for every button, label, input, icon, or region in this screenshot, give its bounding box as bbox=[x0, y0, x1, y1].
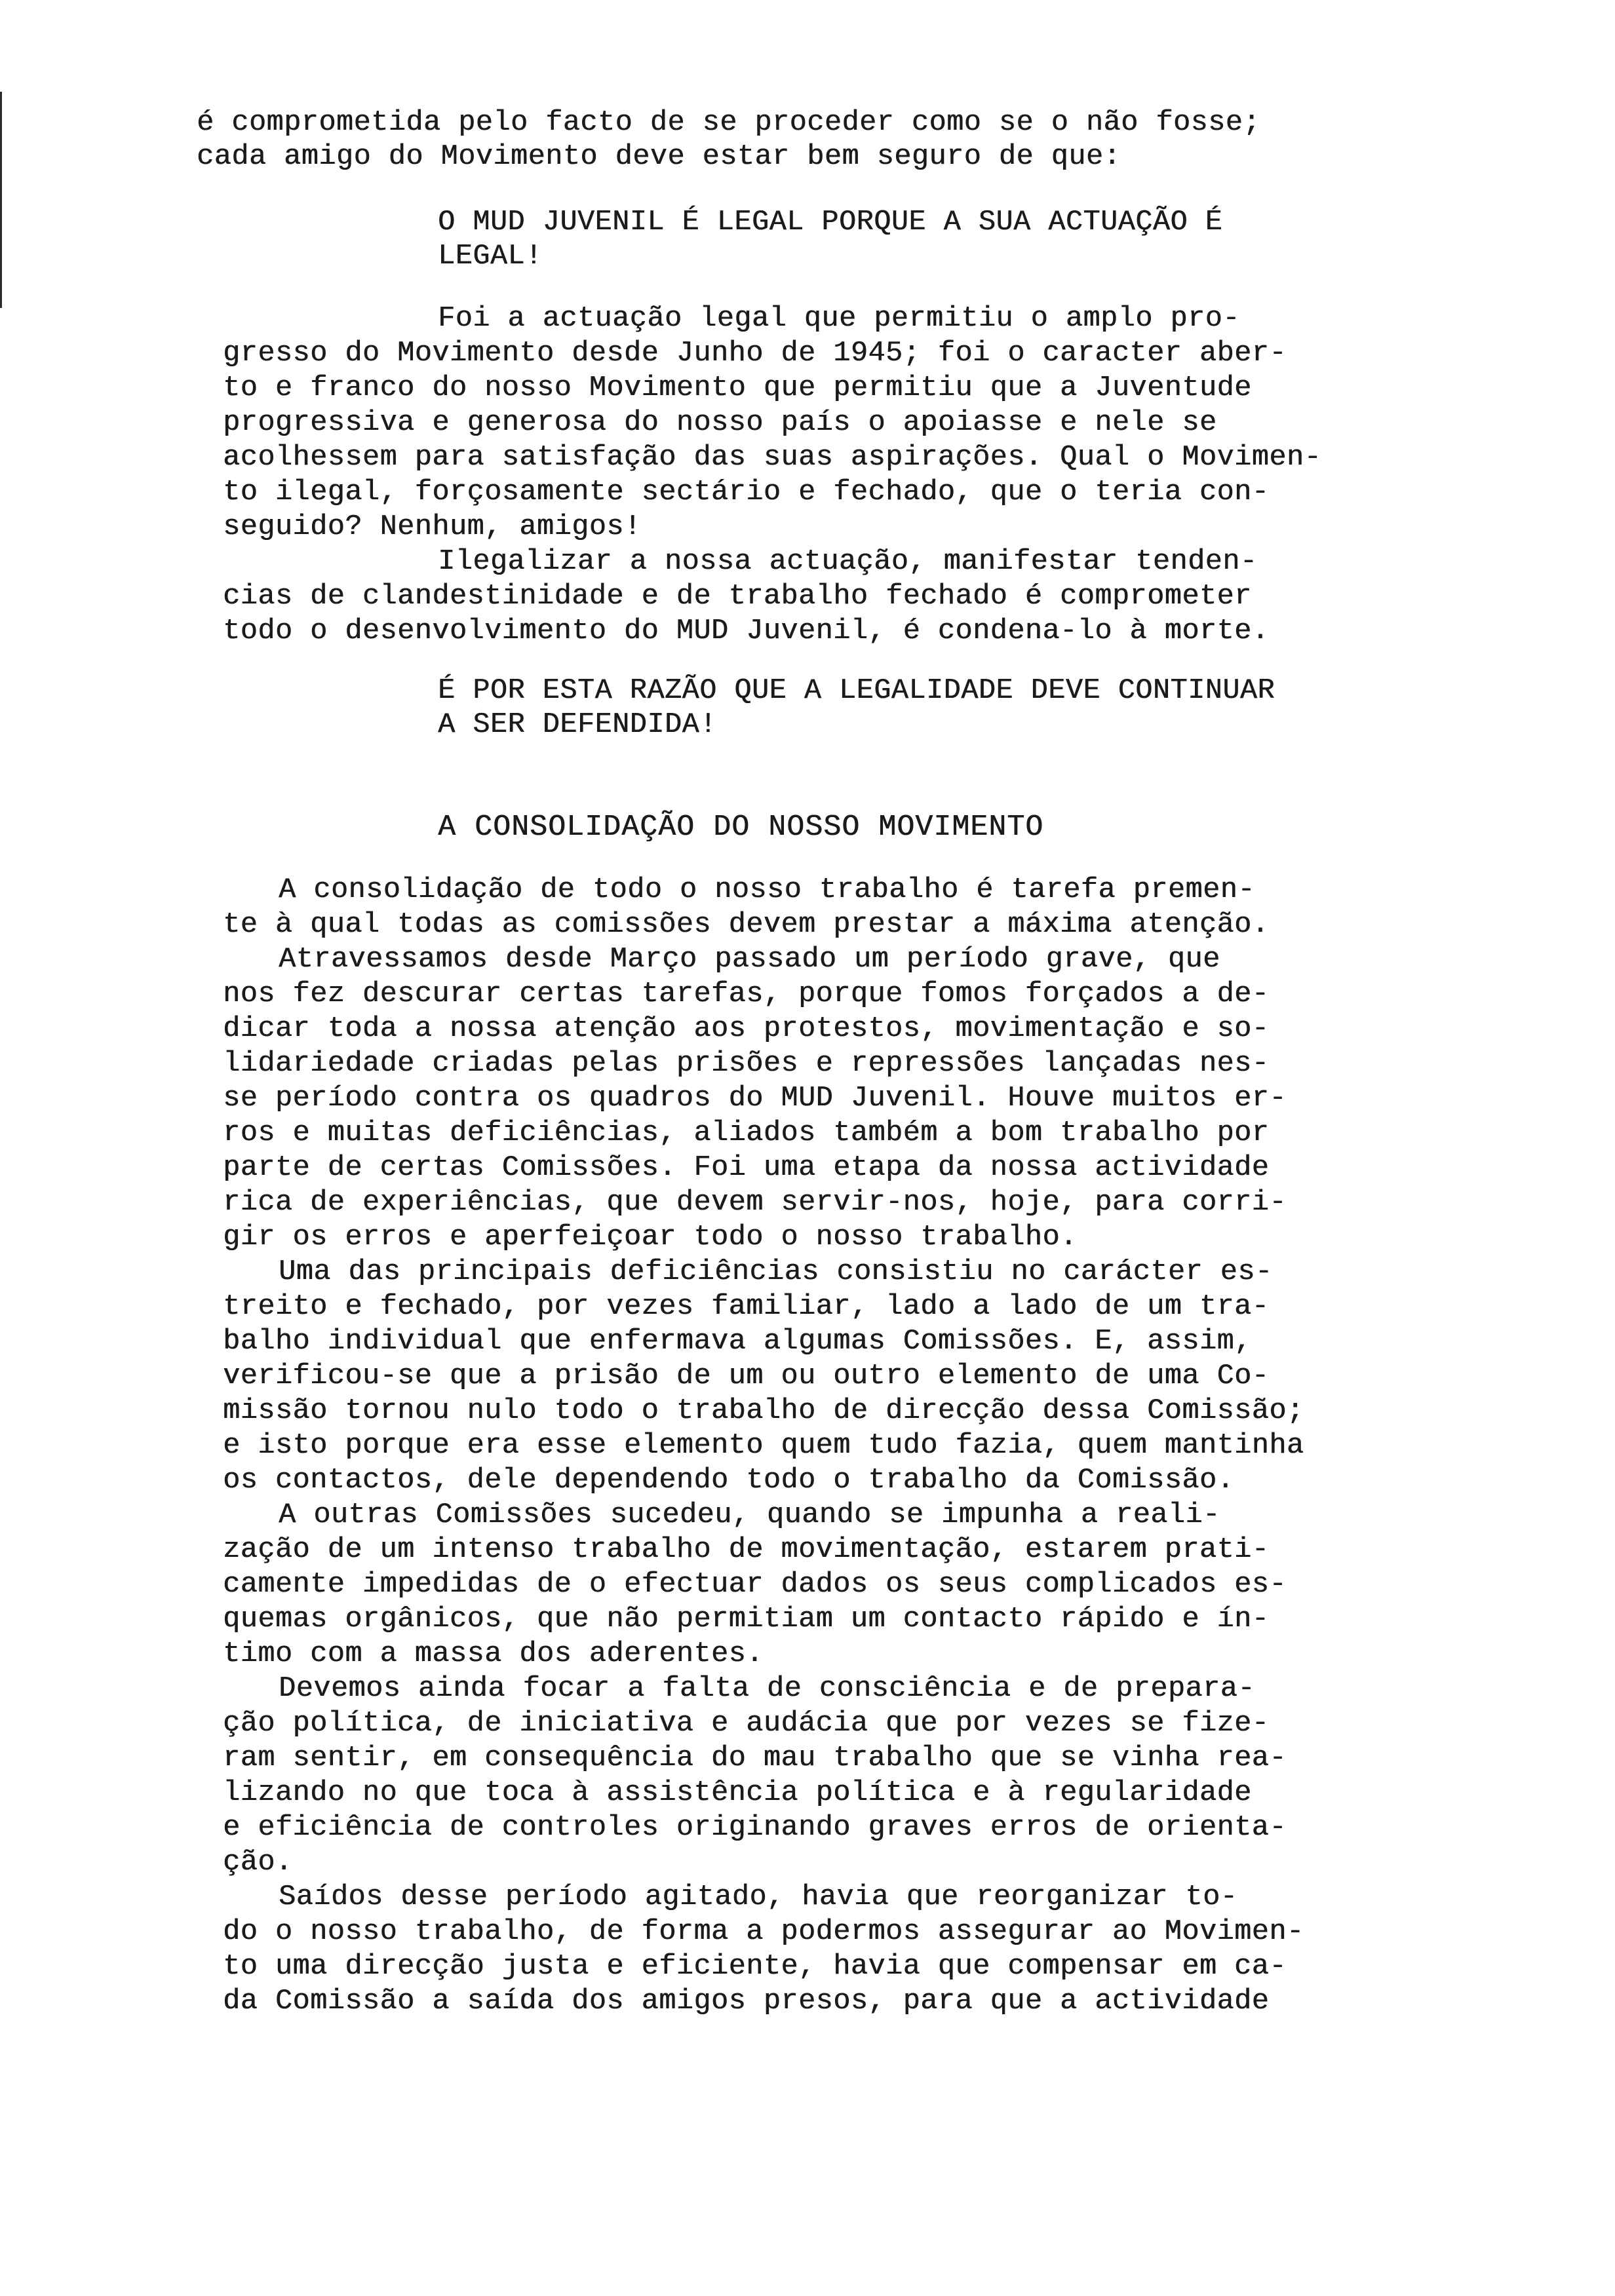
paragraph-line: acolhessem para satisfação das suas aspirações. Qual o Movimen- bbox=[223, 442, 1322, 474]
paragraph-line: progressiva e generosa do nosso país o apoiasse e nele se bbox=[223, 407, 1217, 439]
body-line: balho individual que enfermava algumas Comissões. E, assim, bbox=[223, 1326, 1252, 1358]
body-line: treito e fechado, por vezes familiar, lado a lado de um tra- bbox=[223, 1291, 1270, 1323]
paragraph-line: todo o desenvolvimento do MUD Juvenil, é condena-lo à morte. bbox=[223, 615, 1270, 647]
body-line: zação de um intenso trabalho de movimentação, estarem prati- bbox=[223, 1534, 1270, 1566]
callout-legal-line: O MUD JUVENIL É LEGAL PORQUE A SUA ACTUAÇÃO É bbox=[438, 206, 1223, 239]
intro-line: cada amigo do Movimento deve estar bem seguro de que: bbox=[197, 141, 1121, 173]
left-margin-mark bbox=[0, 92, 2, 308]
body-line: verificou-se que a prisão de um ou outro elemento de uma Co- bbox=[223, 1360, 1270, 1392]
body-line: lizando no que toca à assistência política e à regularidade bbox=[223, 1777, 1252, 1809]
body-line: A outras Comissões sucedeu, quando se impunha a reali- bbox=[279, 1499, 1220, 1531]
paragraph-line: gresso do Movimento desde Junho de 1945; foi o caracter aber- bbox=[223, 337, 1287, 370]
paragraph-line: Ilegalizar a nossa actuação, manifestar tenden- bbox=[438, 546, 1258, 578]
intro-line: é comprometida pelo facto de se proceder como se o não fosse; bbox=[197, 107, 1260, 139]
body-line: ção política, de iniciativa e audácia que por vezes se fize- bbox=[223, 1708, 1270, 1740]
section-title: A CONSOLIDAÇÃO DO NOSSO MOVIMENTO bbox=[438, 811, 1044, 844]
body-line: A consolidação de todo o nosso trabalho é tarefa premen- bbox=[279, 874, 1255, 906]
paragraph-line: to e franco do nosso Movimento que permitiu que a Juventude bbox=[223, 372, 1252, 404]
body-line: se período contra os quadros do MUD Juvenil. Houve muitos er- bbox=[223, 1082, 1287, 1115]
body-line: to uma direcção justa e eficiente, havia que compensar em ca- bbox=[223, 1951, 1287, 1983]
body-line: nos fez descurar certas tarefas, porque fomos forçados a de- bbox=[223, 978, 1270, 1010]
body-line: quemas orgânicos, que não permitiam um contacto rápido e ín- bbox=[223, 1603, 1270, 1636]
body-line: gir os erros e aperfeiçoar todo o nosso trabalho. bbox=[223, 1221, 1078, 1253]
paragraph-line: Foi a actuação legal que permitiu o amplo pro- bbox=[438, 303, 1240, 335]
body-line: missão tornou nulo todo o trabalho de direcção dessa Comissão; bbox=[223, 1395, 1304, 1427]
body-line: Devemos ainda focar a falta de consciência e de prepara- bbox=[279, 1673, 1255, 1705]
body-line: parte de certas Comissões. Foi uma etapa da nossa actividade bbox=[223, 1152, 1270, 1184]
body-line: Saídos desse período agitado, havia que reorganizar to- bbox=[279, 1881, 1238, 1913]
body-line: os contactos, dele dependendo todo o trabalho da Comissão. bbox=[223, 1464, 1235, 1497]
body-line: da Comissão a saída dos amigos presos, para que a actividade bbox=[223, 1985, 1270, 2018]
paragraph-line: seguido? Nenhum, amigos! bbox=[223, 511, 642, 543]
body-line: timo com a massa dos aderentes. bbox=[223, 1638, 764, 1670]
body-line: rica de experiências, que devem servir-nos, hoje, para corri- bbox=[223, 1187, 1287, 1219]
body-line: ção. bbox=[223, 1846, 293, 1879]
body-line: Uma das principais deficiências consistiu no carácter es- bbox=[279, 1256, 1273, 1288]
paragraph-line: to ilegal, forçosamente sectário e fechado, que o teria con- bbox=[223, 476, 1270, 508]
body-line: e eficiência de controles originando graves erros de orienta- bbox=[223, 1812, 1287, 1844]
callout-defend-line: É POR ESTA RAZÃO QUE A LEGALIDADE DEVE CONTINUAR bbox=[438, 675, 1275, 707]
body-line: dicar toda a nossa atenção aos protestos, movimentação e so- bbox=[223, 1013, 1270, 1045]
body-line: ram sentir, em consequência do mau trabalho que se vinha rea- bbox=[223, 1742, 1287, 1774]
callout-defend-line: A SER DEFENDIDA! bbox=[438, 709, 717, 741]
body-line: te à qual todas as comissões devem prestar a máxima atenção. bbox=[223, 909, 1270, 941]
body-line: Atravessamos desde Março passado um período grave, que bbox=[279, 944, 1220, 976]
body-line: e isto porque era esse elemento quem tudo fazia, quem mantinha bbox=[223, 1430, 1304, 1462]
body-line: camente impedidas de o efectuar dados os seus complicados es- bbox=[223, 1569, 1287, 1601]
body-line: lidariedade criadas pelas prisões e repressões lançadas nes- bbox=[223, 1048, 1270, 1080]
body-line: do o nosso trabalho, de forma a podermos assegurar ao Movimen- bbox=[223, 1916, 1304, 1948]
body-line: ros e muitas deficiências, aliados também a bom trabalho por bbox=[223, 1117, 1270, 1149]
callout-legal-line: LEGAL! bbox=[438, 240, 543, 273]
paragraph-line: cias de clandestinidade e de trabalho fechado é comprometer bbox=[223, 581, 1252, 613]
